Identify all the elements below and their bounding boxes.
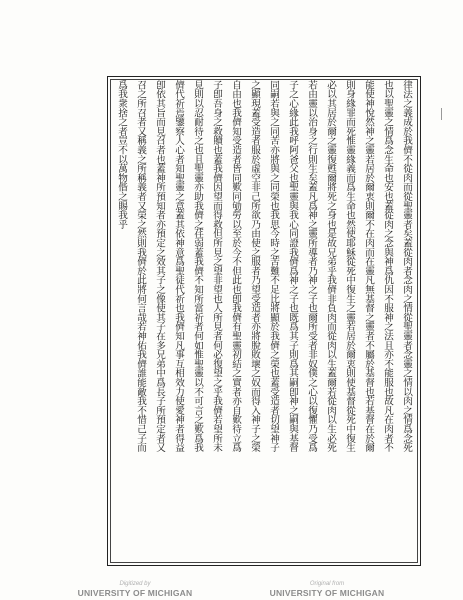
text-column: 儕代祈焉鑒察人心者知聖靈之意蓋其依神意爲聖徒代祈也我儕知凡事互相效力使愛神者得益 (173, 80, 184, 453)
text-column: 同嗣若與之同苦亦將與之同榮也我思今時之苦難不足比將顯於我儕之榮也蓋受造者切望神子 (268, 80, 279, 453)
text-column: 子之心緣此我呼阿爸父也聖靈與我心同證我儕爲神之子也既爲其子則爲其嗣卽神之嗣與基督 (287, 80, 298, 453)
footer-original (252, 581, 402, 598)
text-column: 則身緣罪而死惟靈緣義而爲生命也然使耶穌從死中復生之靈若居於爾衷則使基督從死中復生 (344, 80, 355, 453)
text-column: 子卽吾身之救贖也蓋我儕因望而得救但所見之望非望也人所見者何必復望之乎我儕若望所未 (211, 80, 222, 453)
text-column: 卽依其旨而見召者也蓋神所預知者亦預定之效其子之像使其子在多兄弟中爲長子所預定者又 (154, 80, 165, 453)
margin-mark (441, 108, 442, 120)
text-column: 自由也我儕知受造者皆同歎同劬勞以至於今不但此也卽我儕有聖靈初結之實者亦自歎待立爲 (230, 80, 241, 453)
text-column: 見則以忍耐待之也且聖靈亦助我儕之荏弱蓋我儕不知所當祈者何如惟聖靈以不可言之歎爲我 (192, 80, 203, 453)
text-column: 能使神悅然神之靈若居於爾衷則爾不在肉而在靈凡無基督之靈者不屬於基督也若基督在於爾 (363, 80, 374, 453)
digitized-institution: UNIVERSITY OF MICHIGAN (77, 588, 193, 598)
original-from-label: Original from (309, 581, 345, 587)
text-column: 必以其居於爾之靈復甦爾將死之身也是故兄弟乎我儕非負肉而從肉以生蓋爾若從肉以生必死 (325, 80, 336, 453)
text-columns (112, 80, 416, 560)
text-column: 若由靈以治身之行則生矣蓋凡爲神之靈所導者乃神之子也爾所受者非奴僕之心以復懼乃受爲 (306, 80, 317, 453)
original-institution: UNIVERSITY OF MICHIGAN (269, 588, 385, 598)
footer-digitized (60, 581, 210, 598)
text-column: 爲我衆捨之者豈不以萬物偕之賜我乎 (116, 80, 127, 229)
text-column: 律法之義成於我儕不從肉而從聖靈者矣蓋從肉者念肉之情從聖靈者念靈之情以肉之情爲念死 (401, 80, 412, 453)
text-column: 召之所召者又稱義之所稱義者又榮之然則我儕於此將何言哉若神佑我儕誰能敵我不惜己子而 (135, 80, 146, 453)
text-column: 也以聖靈之情爲念生命也安也蓋從肉之念與神爲仇因不服神之法且亦不能服也故凡在肉者不 (382, 80, 393, 453)
text-column: 之顯現蓋受造者服於虛空非己所欲乃由使之服者乃望受造者亦將脫敗壞之奴而得入神子之榮 (249, 80, 260, 453)
digitized-by-label: Digitized by (119, 581, 151, 587)
